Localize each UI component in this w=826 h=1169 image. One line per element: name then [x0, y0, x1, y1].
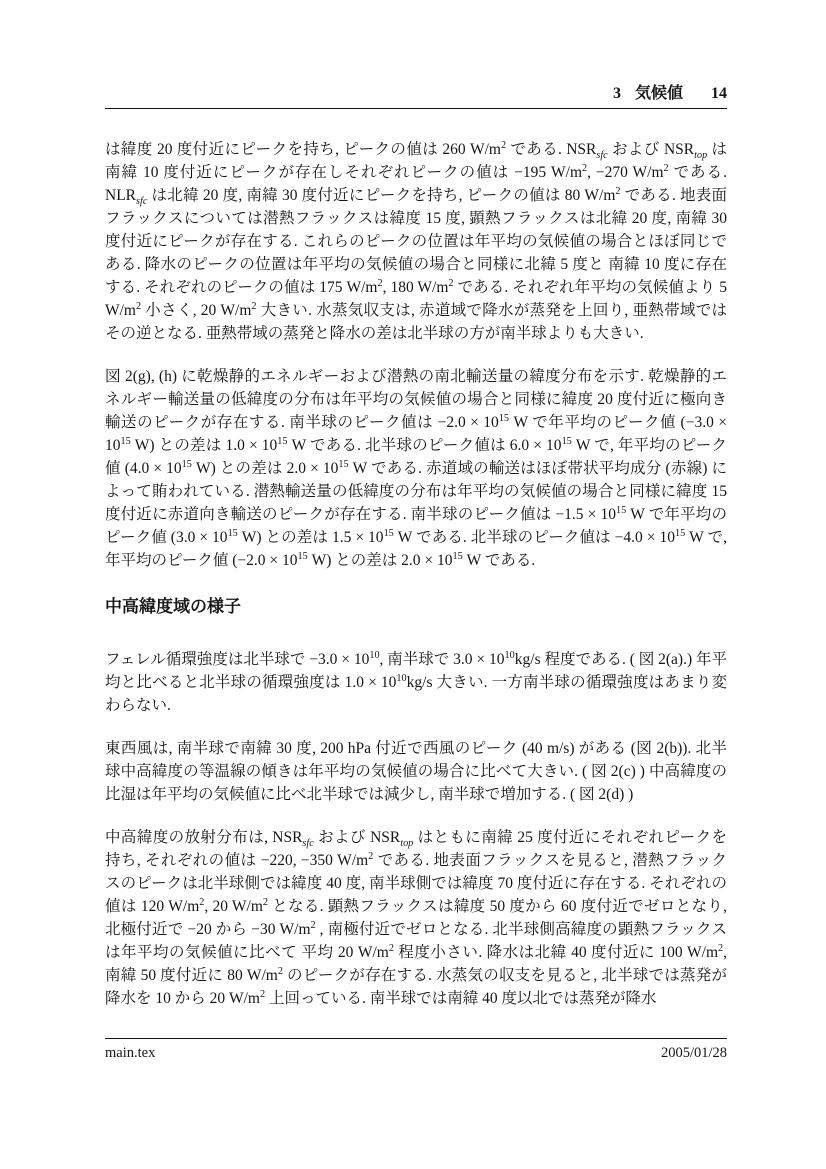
paragraph-ferrel-circulation: フェレル循環強度は北半球で $-3.0 \times 10^{10}$, 南半球で $3.0 \times 10^{10}kg/s$ 程度である. ( 図 2(a).) 年平均と比べると北半球の循環強度は $1.0 \times 10^{10}kg/s$ 大きい. 一方南半球の循環強度はあまり変わらない.	[105, 649, 728, 714]
footer-rule	[105, 1038, 727, 1039]
section-title: 気候値	[634, 85, 683, 102]
page-footer	[105, 1038, 727, 1062]
paragraph-energy-transport: 図 2(g), (h) に乾燥静的エネルギーおよび潜熱の南北輸送量の緯度分布を示す. 乾燥静的エネルギー輸送量の低緯度の分布は年平均の気候値の場合と同様に緯度 20 度付近に極向き輸送のピークが存在する. 南半球のピーク値は $-2.0 \times 10^{15}$ W で年平均のピーク値 ($-3.0 \times 10^{15}$ W) との差は $1.0 \times 10^{15}$ W である. 北半球のピーク値は $6.0 \times 10^{15}$ W で, 年平均のピーク値 ($4.0 \times 10^{15}$ W) との差は $2.0 \times 10^{15}$ W である. 赤道域の輸送はほぼ帯状平均成分 (赤線) によって賄われている. 潜熱輸送量の低緯度の分布は年平均の気候値の場合と同様に緯度 15 度付近に赤道向き輸送のピークが存在する. 南半球のピーク値は $-1.5 \times 10^{15}$ W で年平均のピーク値 ($3.0 \times 10^{15}$ W) との差は $1.5 \times 10^{15}$ W である. 北半球のピーク値は $-4.0 \times 10^{15}$ W で, 年平均のピーク値 ($-2.0 \times 10^{15}$ W) との差は $2.0 \times 10^{15}$ W である.	[105, 368, 727, 569]
page-number: 14	[711, 85, 727, 102]
section-number: 3	[612, 85, 621, 102]
body-text	[105, 138, 727, 1030]
paragraph-midlatitude-radiation: 中高緯度の放射分布は, $NSR_{sfc}$ および $NSR_{top}$ はともに南緯 25 度付近にそれぞれピークを持ち, それぞれの値は −220, −350 $W/m^2$ である. 地表面フラックスを見ると, 潜熱フラックスのピークは北半球側では緯度 40 度, 南半球側では緯度 70 度付近に存在する. それぞれの値は 120 $W/m^2$, 20 $W/m^2$ となる. 顕熱フラックスは緯度 50 度から 60 度付近でゼロとなり, 北極付近で −20 から −30 $W/m^2$ , 南極付近でゼロとなる. 北半球側高緯度の顕熱フラックスは年平均の気候値に比べて 平均 20 $W/m^2$ 程度小さい. 降水は北緯 40 度付近に 100 $W/m^2$, 南緯 50 度付近に 80 $W/m^2$ のピークが存在する. 水蒸気の収支を見ると, 北半球では蒸発が降水を 10 から 20 $W/m^2$ 上回っている. 南半球では南緯 40 度以北では蒸発が降水	[105, 829, 727, 1007]
running-head	[613, 84, 683, 104]
header-rule	[105, 108, 727, 109]
paragraph-radiation-tropics: は緯度 20 度付近にピークを持ち, ピークの値は 260 $W/m^2$ である. $NSR_{sfc}$ および $NSR_{top}$ は南緯 10 度付近にピークが存在しそれぞれピークの値は −195 $W/m^2$, −270 $W/m^2$ である. $NLR_{sfc}$ は北緯 20 度, 南緯 30 度付近にピークを持ち, ピークの値は 80 $W/m^2$ である. 地表面フラックスについては潜熱フラックスは緯度 15 度, 顕熱フラックスは北緯 20 度, 南緯 30 度付近にピークが存在する. これらのピークの位置は年平均の気候値の場合とほぼ同じである. 降水のピークの位置は年平均の気候値の場合と同様に北緯 5 度と 南緯 10 度に存在する. それぞれのピークの値は 175 $W/m^2$, 180 $W/m^2$ である. それぞれ年平均の気候値より 5 $W/m^2$ 小さく, 20 $W/m^2$ 大きい. 水蒸気収支は, 赤道域で降水が蒸発を上回り, 亜熱帯域ではその逆となる. 亜熱帯域の蒸発と降水の差は北半球の方が南半球よりも大きい.	[105, 139, 727, 342]
paragraph-zonal-wind: 東西風は, 南半球で南緯 30 度, 200 hPa 付近で西風のピーク (40 m/s) がある (図 2(b)). 北半球中高緯度の等温線の傾きは年平均の気候値の場合に比べて大きい. ( 図 2(c) ) 中高緯度の比湿は年平均の気候値に比べ北半球では減少し, 南半球で増加する. ( 図 2(d) )	[105, 740, 727, 803]
footer-date: 2005/01/28	[660, 1045, 727, 1061]
page-header	[105, 84, 727, 109]
subsection-heading: 中高緯度域の様子	[105, 597, 241, 616]
footer-filename: main.tex	[105, 1045, 156, 1061]
